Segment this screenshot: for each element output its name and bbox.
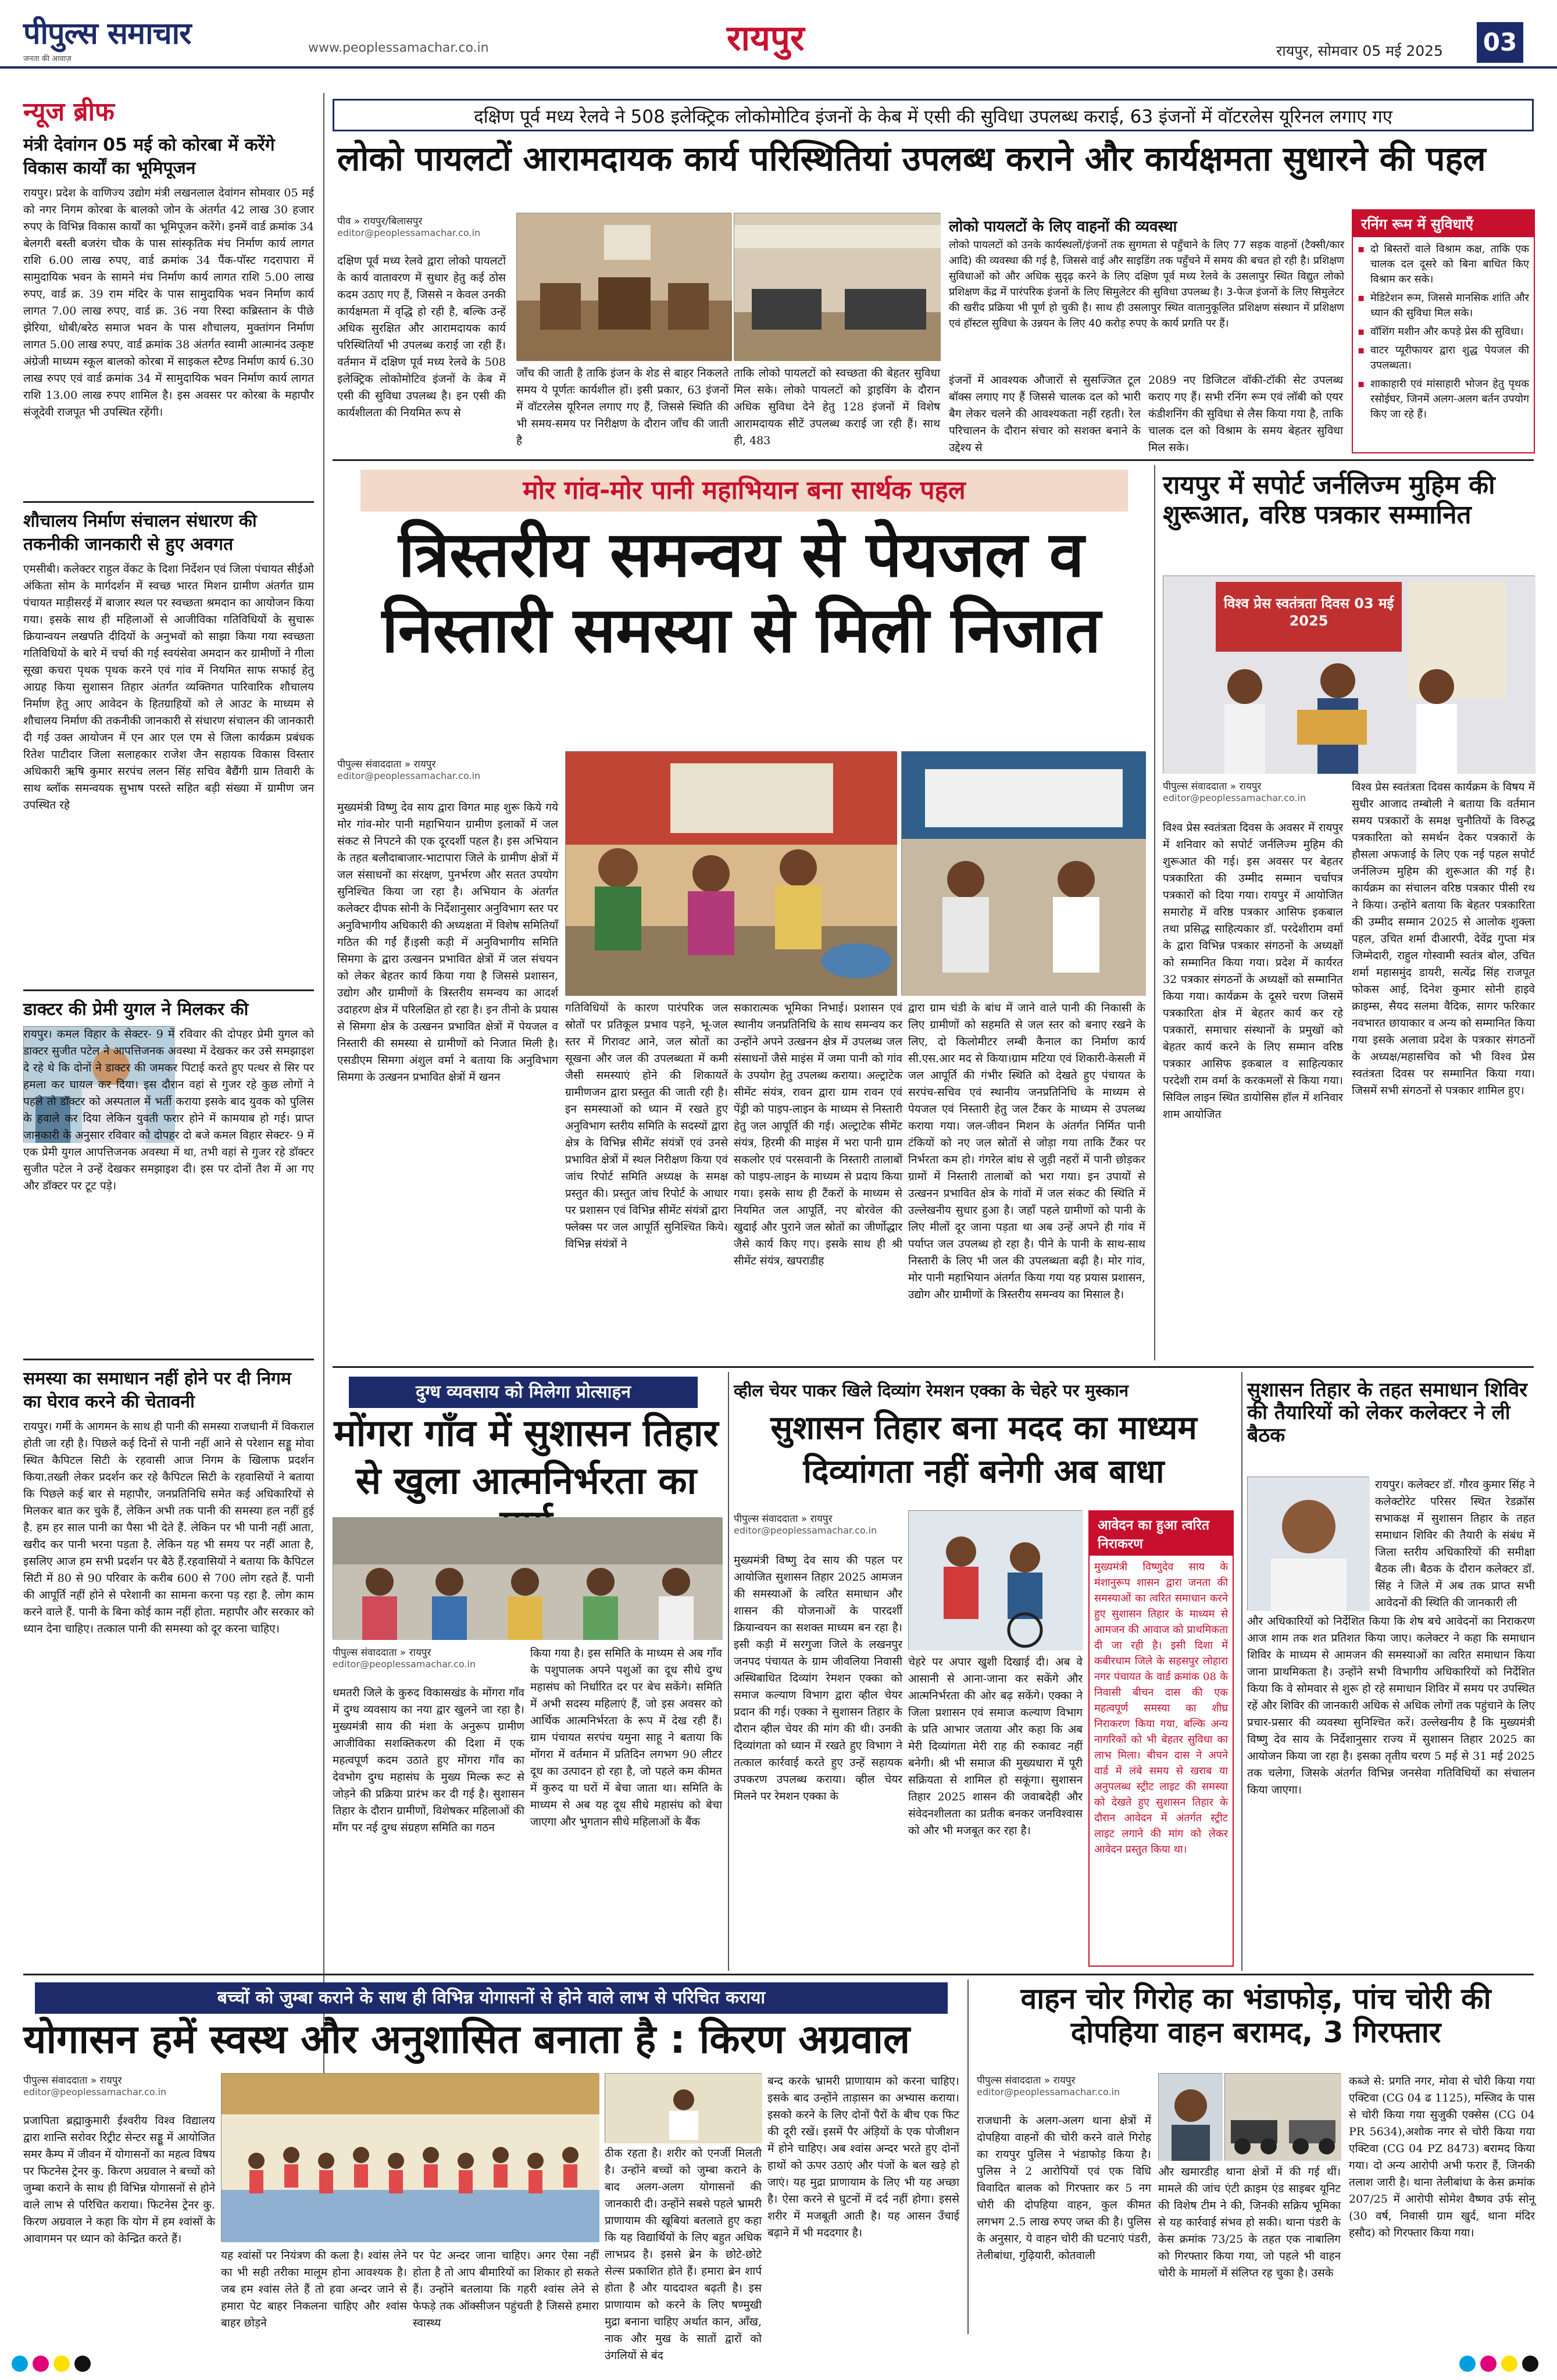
page-number: 03 xyxy=(1477,22,1523,63)
yoga-kicker: बच्चों को जुम्बा कराने के साथ ही विभिन्न योगासनों से होने वाले लाभ से परिचित कराया xyxy=(35,1982,948,2014)
section-divider xyxy=(333,1366,1534,1368)
loco-byline-text: पीव » रायपुर/बिलासपुर xyxy=(337,216,423,227)
dairy-headline-1: मोंगरा गाँव में सुशासन तिहार xyxy=(334,1412,719,1455)
theft-photo-accused xyxy=(1158,2073,1222,2160)
brief-tag: न्यूज ब्रीफ xyxy=(23,97,115,127)
dairy-byline-text: पीपुल्स संवाददाता » रायपुर xyxy=(333,1647,431,1659)
yoga-col-2: यह श्वांसों पर नियंत्रण की कला है। श्वांस लेने का भी सही तरीका मालूम होना आवश्यक है। जब हम श्वांस लेते हैं तो हवा अन्दर जाने से हमारा पेट बाहर निकलना चाहिए और श्वांस बाहर छोड़ने xyxy=(221,2249,407,2329)
column-rule xyxy=(1154,465,1155,1360)
theft-headline: वाहन चोर गिरोह का भंडाफोड़, पांच चोरी की दोपहिया वाहन बरामद, 3 गिरफ्तार xyxy=(1020,1982,1491,2049)
dateline: रायपुर, सोमवार 05 मई 2025 xyxy=(1276,42,1443,59)
section-divider xyxy=(23,1974,1534,1975)
loco-subhead: लोको पायलटों के लिए वाहनों की व्यवस्था xyxy=(949,218,1177,235)
cyan-mark xyxy=(12,2356,28,2372)
loco-col-2: जाँच की जाती है ताकि इंजन के शेड से बाहर निकलते समय ये पूर्णतः कार्यशील हों। इसी प्रकार, 63 इंजनों में वॉटरलेस यूरिनल लगाए गए हैं, जिससे स्थिति की भी समय-समय पर निरीक्षण के दौरान जाँच की जाती है xyxy=(516,367,728,447)
theft-photo-bikes xyxy=(1224,2073,1341,2160)
brief-2-headline: शौचालय निर्माण संचालन संधारण की तकनीकी जानकारी से हुए अवगत xyxy=(23,511,257,555)
press-photo-banner: विश्व प्रेस स्वतंत्रता दिवस 03 मई 2025 xyxy=(1223,595,1394,629)
column-rule xyxy=(728,1372,729,1971)
disability-box-title: आवेदन का हुआ त्वरित निराकरण xyxy=(1090,1511,1233,1556)
theft-col-3: कब्जे से: प्रगति नगर, मोवा से चोरी किया गया एक्टिवा (CG 04 ढ 1125), मस्जिद के पास से चोरी किया गया सुजुकी एक्सेस (CG 04 PR 5634),अशोक नगर से चोरी किया गया एक्टिवा (CG 04 PZ 8473) बरामद किया गया। दो अन्य आरोपी अभी फरार हैं, जिनकी तलाश जारी है। थाना तेलीबांधा के केस क्रमांक 207/25 में आरोपी सोमेश वैष्णव उर्फ सोनू (30 वर्ष, निवासी ग्राम खुर्द, थाना मंदिर हसौद) को गिरफ्तार किया गया। xyxy=(1349,2075,1535,2239)
column-rule xyxy=(967,1979,969,2334)
press-col-2: विश्व प्रेस स्वतंत्रता दिवस कार्यक्रम के विषय में सुधीर आजाद तम्बोली ने बताया कि वर्तमान समय पत्रकारों के समक्ष चुनौतियों के विरुद्ध पत्रकारिता को समर्थन देकर पत्रकारों के हौसला अफजाई के लिए एक नई पहल सपोर्ट जर्नलिज्म मुहिम की शुरूआत की गई है। कार्यक्रम का संचालन वरिष्ठ पत्रकार पीसी रथ ने किया। उन्होंने बताया कि बेहतर पत्रकारिता की उम्मीद सम्मान 2025 से आलोक शुक्ला पहल, उचित शर्मा दीआरपी, देवेंद्र गुप्ता मंत्र जिम्मेदारी, राहुल गोस्वामी स्वतंत्र बोल, उचित शर्मा महासमुंद डायरी, सत्येंद्र सिंह राजपूत फोकस आई, दिनेश कुमार सोनी हाइवे क्राइम्स, सैयद सलमा वैदिक, सागर फरिकार नवभारत छायाकार व अन्य को सम्मानित किया गया इसके अलावा प्रदेश के पत्रकार संगठनों के अध्यक्ष/महासचिव को भी विश्व प्रेस स्वतंत्रता दिवस पर सम्मानित किया गया। जिसमें सभी संगठनों से पत्रकार शामिल हुए। xyxy=(1352,781,1535,1097)
section-name: रायपुर xyxy=(727,18,805,59)
print-registration-marks xyxy=(0,2349,1557,2380)
yoga-col-3: पर पेट अन्दर जाना चाहिए। अगर ऐसा नहीं होता है तो आप बीमारियों का शिकार हो सकते हैं। उन्होंने बतलाया कि गहरी श्वांस लेने से फेफड़े तक ऑक्सीजन पहुंचती है जिससे हमारा स्वास्थ्य xyxy=(413,2249,599,2329)
dairy-headline-2: से खुला आत्मनिर्भरता का xyxy=(355,1460,697,1503)
bikes-art xyxy=(1225,2074,1341,2161)
yoga-col-5: बन्द करके भ्रामरी प्राणायाम को करना चाहिए। इसके बाद उन्होंने ताड़ासन का अभ्यास कराया। इसको करने के लिए दोनों पैरों के बीच एक फिट की दूरी रखें। इसमें पैर अंड़ियों के एक पोजीशन में होने चाहिए। अब श्वांस अन्दर भरते हुए दोनों हाथों को ऊपर उठाएं और पंजों के बल खड़े हो जाएं। यह मुद्रा प्राणायाम के लिए भी यह अच्छा है। ऐसा करने से घुटनों में दर्द नहीं होगा। इससे शरीर में मजबूती आती है। यह आसन उँचाई बढ़ाने में भी मददगार है। xyxy=(767,2075,959,2239)
yoga-photo-2 xyxy=(605,2073,762,2143)
sidebar-item: ▪ वॉशिंग मशीन और कपड़े प्रेस की सुविधा। xyxy=(1358,324,1529,340)
sidebar-item: ▪ दो बिस्तरों वाले विश्राम कक्ष, ताकि एक चालक दल दूसरे को बिना बाधित किए विश्राम कर सके। xyxy=(1358,242,1529,287)
brief-1-body: रायपुर। प्रदेश के वाणिज्य उद्योग मंत्री लखनलाल देवांगन सोमवार 05 मई को नगर निगम कोरबा के बालको जोन के अंतर्गत 42 लाख 30 हजार रुपए के विभिन्न विकास कार्यों का भूमिपूजन करेंगे। इनमें वार्ड क्रमांक 34 बेलगरी बस्ती बजरंग चौक के पास सांस्कृतिक मंच निर्माण कार्य लागत राशि 6.00 लाख रुपए, वार्ड क्रमांक 34 पैंक-पॉस्ट गदरापारा में सामुदायिक भवन के सामने मंच निर्माण कार्य लागत राशि 5.00 लाख रुपए, वार्ड क्र. 39 राम मंदिर के पास सामुदायिक भवन निर्माण कार्य लागत 7.00 लाख रुपए, वार्ड क्र. 36 नया रिस्दा कब्रिस्तान के पीछे झेरिया, धोबी/बरेठ समाज भवन के पास शौचालय, मुक्तांगन निर्माण लागत 5.00 लाख रुपए, वार्ड क्रमांक 38 अंतर्गत स्वामी आत्मानंद उत्कृष्ट अंग्रेजी माध्यम स्कूल बालको कोरबा में साइकल स्टैण्ड निर्माण कार्य 6.30 लाख रुपए एवं वार्ड क्रमांक 34 में सामुदायिक भवन निर्माण कार्य लागत राशि 13.00 लाख रुपए शामिल है। इस अवसर पर कोरबा के महापौर संजूदेवी राजपूत भी उपस्थित रहेंगी। xyxy=(23,187,314,419)
cyan-mark xyxy=(1459,2356,1476,2372)
newspaper-logo xyxy=(23,12,191,63)
yoga-byline-text: पीपुल्स संवाददाता » रायपुर xyxy=(23,2075,122,2086)
disability-box-body: मुख्यमंत्री विष्णुदेव साय के मंशानुरूप शासन द्वारा जनता की समस्याओं का त्वरित समाधान करने हुए सुशासन तिहार के माध्यम से आमजन की आवाज को प्राथमिकता दी जा रही है। इसी दिशा में कबीरधाम जिले के सहसपुर लोहारा नगर पंचायत के वार्ड क्रमांक 08 के निवासी बीचन दास की एक महत्वपूर्ण समस्या का शीघ्र निराकरण किया गया, बल्कि अन्य नागरिकों को भी बेहतर सुविधा का लाभ मिला। बीचन दास ने अपने वार्ड में लंबे समय से खराब या अनुपलब्ध स्ट्रीट लाइट की समस्या को देखते हुए सुशासन तिहार के दौरान आवेदन में अंतर्गत स्ट्रीट लाइट लगाने की मांग को लेकर आवेदन प्रस्तुत किया था। xyxy=(1094,1561,1228,1856)
news-brief-column xyxy=(23,93,314,2058)
press-col-1: विश्व प्रेस स्वतंत्रता दिवस के अवसर में रायपुर में शनिवार को सपोर्ट जर्नलिज्म मुहिम की शुरूआत की गई। इस अवसर पर बेहतर पत्रकारिता की उम्मीद सम्मान चर्चापत्र पत्रकारों को दिया गया। रायपुर में आयोजित समारोह में वरिष्ठ पत्रकार आसिफ इकबाल तथा प्रसिद्ध साहित्यकार डॉ. परदेशीराम वर्मा के द्वारा विभिन्न पत्रकार संगठनों के अध्यक्षों को सम्मानित किया गया। प्रदेश में कार्यरत 32 पत्रकार संगठनों के अध्यक्षों को सम्मानित किया गया। कार्यक्रम के दूसरे चरण जिसमें पत्रकारिता क्षेत्र में बेहतर कार्य कर रहे पत्रकारों, समाचार संस्थानों के प्रमुखों को बेहतर कार्य करने के लिए सम्मान वरिष्ठ पत्रकार आसिफ इकबाल व साहित्यकार परदेशी राम वर्मा के करकमलों से किया गया। सिविल लाइन स्थित डायोसिस हॉल में शनिवार शाम आयोजित xyxy=(1163,821,1343,1121)
water-col-2: गतिविधियों के कारण पारंपरिक जल स्रोतों पर प्रतिकूल प्रभाव पड़ने, भू-जल स्तर में गिरावट आने, जल स्रोतों का सूखना और जल की उपलब्धता में कमी जैसी समस्याएं होने की शिकायतें ग्रामीणजन द्वारा प्रस्तुत की जाती रही है। इन समस्याओं को ध्यान में रखते हुए अनुविभाग स्तरीय समिति के सदस्यों द्वारा क्षेत्र के विभिन्न सीमेंट संयंत्रों एवं उनसे प्रभावित क्षेत्रों में स्थल निरीक्षण किया एवं जांच रिपोर्ट समिति अध्यक्ष के समक्ष प्रस्तुत की। प्रस्तुत जांच रिपोर्ट के आधार पर प्रशासन एवं विभिन्न सीमेंट संयंत्रों द्वारा फ्लेक्स पर जल आपूर्ति सुनिश्चित किये।विभिन्न संयंत्रों ने xyxy=(565,1002,728,1250)
masthead xyxy=(0,0,1557,69)
divider xyxy=(23,501,314,503)
water-byline-email: editor@peoplessamachar.co.in xyxy=(337,770,481,781)
magenta-mark xyxy=(1480,2356,1497,2372)
water-photo-men xyxy=(901,751,1145,995)
lobby-photo-art xyxy=(734,213,941,361)
water-photo-art xyxy=(566,752,897,996)
loco-sub-body: लोको पायलटों को उनके कार्यस्थलों/इंजनों तक सुगमता से पहुँचाने के लिए 77 सड़क वाहनों (टैक्सी/कार आदि) की व्यवस्था की गई है, जिससे वाई और साइडिंग तक पहुँचने में समय की बचत हो रही है। प्रशिक्षण सुविधाओं को और अधिक सुदृढ़ करने के लिए दक्षिण पूर्व मध्य रेलवे के उसलापुर स्थित विद्युत लोको प्रशिक्षण केंद्र में पारंपरिक इंजनों के लिए सिमुलेटर की सुविधा उपलब्ध है। 3-फेज इंजनों के लिए सिमुलेटर की खरीद प्रक्रिया भी पूर्ण हो चुकी है। साथ ही उसलापुर स्थित वातानुकूलित प्रशिक्षण संस्थान में प्रशिक्षण एवं हॉस्टल सुविधा के उन्नयन के लिए 40 करोड़ रुपए के कार्य प्रगति पर हैं। xyxy=(949,239,1344,330)
section-divider xyxy=(333,459,1534,461)
loco-sidebar-title: रनिंग रूम में सुविधाएँ xyxy=(1353,210,1534,237)
loco-headline: लोको पायलटों आरामदायक कार्य परिस्थितियां उपलब्ध कराने और कार्यक्षमता सुधारने की पहल xyxy=(337,139,1486,178)
loco-top-strip: दक्षिण पूर्व मध्य रेलवे ने 508 इलेक्ट्रिक लोकोमोटिव इंजनों के केब में एसी की सुविधा उपलब्ध कराई, 63 इंजनों में वॉटरलेस यूरिनल लगाए गए xyxy=(333,99,1534,131)
restroom-photo-art xyxy=(517,213,732,361)
disability-byline-text: पीपुल्स संवाददाता » रायपुर xyxy=(734,1513,833,1525)
yoga-photo-2-art xyxy=(605,2074,762,2143)
disability-col-1: मुख्यमंत्री विष्णु देव साय की पहल पर आयोजित सुशासन तिहार 2025 आमजन की समस्याओं के त्वरित समाधान और शासन की योजनाओं के पारदर्शी क्रियान्वयन का सशक्त माध्यम बन रहा है। इसी कड़ी में सरगुजा जिले के लखनपुर जनपद पंचायत के ग्राम जीवलिया निवासी अस्थिबाधित दिव्यांग रेमशन एक्का को समाज कल्याण विभाग द्वारा व्हील चेयर प्रदान की गई। एक्का ने सुशासन तिहार के दौरान व्हील चेयर की मांग की थी। उनकी दिव्यांगता को ध्यान में रखते हुए विभाग ने तत्काल कार्रवाई करते हुए उन्हें सहायक उपकरण उपलब्ध कराया। व्हील चेयर मिलने पर रेमशन एक्का के xyxy=(734,1554,902,1803)
loco-col-1: दक्षिण पूर्व मध्य रेलवे द्वारा लोको पायलटों के कार्य वातावरण में सुधार हेतु कई ठोस कदम उठाए गए हैं, जिससे न केवल उनकी कार्यक्षमता में वृद्धि हो रही है, बल्कि उन्हें अधिक सुरक्षित और आरामदायक कार्य परिस्थितियाँ भी उपलब्ध कराई जा रही हैं। वर्तमान में दक्षिण पूर्व मध्य रेलवे के 508 इलेक्ट्रिक लोकोमोटिव इंजनों के केब में एसी की सुविधा उपलब्ध है। इन एसी की कार्यशीलता की नियमित रूप से xyxy=(337,255,506,419)
column-rule xyxy=(323,93,324,2081)
logo-tagline: जनता की आवाज़ xyxy=(23,55,72,63)
dairy-byline xyxy=(333,1645,524,1670)
column-rule xyxy=(1241,1372,1242,1971)
loco-sidebar-list xyxy=(1353,237,1534,452)
sidebar-item: ▪ वाटर प्यूरीफायर द्वारा शुद्ध पेयजल की उपलब्धता। xyxy=(1358,343,1529,373)
loco-col-3: ताकि लोको पायलटों को स्वच्छता की बेहतर सुविधा मिल सके। लोको पायलटों को ड्राइविंग के दौरान अधिक सुविधा देने हेतु 128 इंजनों में विशेष आरामदायक सीटें उपलब्ध कराई जा रही हैं। साथ ही, 483 xyxy=(734,367,940,447)
disability-headline-2: दिव्यांगता नहीं बनेगी अब बाधा xyxy=(803,1453,1165,1491)
water-byline xyxy=(337,757,558,781)
brief-1-headline: मंत्री देवांगन 05 मई को कोरबा में करेंगे विकास कार्यों का भूमिपूजन xyxy=(23,135,275,178)
logo-text: पीपुल्स समाचार xyxy=(23,16,191,51)
water-col-4-visible: द्वारा ग्राम चंडी के बांध में जाने वाले पानी की निकासी के लिए ग्रामीणों को सहमति से जल स्तर को बनाए रखने के लिए, दो किलोमीटर लम्बी कैनाल का निर्माण कार्य सी.एस.आर मद से किया।ग्राम मटिया एवं शिकारी-केसली में जल आपूर्ति की गंभीर स्थिति को देखते हुए पंचायत के सरपंच-सचिव एवं स्थानीय जनप्रतिनिधि के माध्यम से पेयजल एवं निस्तारी हेतु जल टैंकर के माध्यम से उपलब्ध कराया गया। जल-जीवन मिशन के अंतर्गत निर्मित पानी टंकियों को नए जल स्रोतों से जोड़ा गया ताकि टैंकर पर निर्भरता कम हो। गंगरेल बांध से जुड़ी नहरों में पानी छोड़कर ग्रामों में निस्तारी तालाबों को भरा गया। इन उपायों से उत्खनन प्रभावित क्षेत्र के गांवों में जल संकट की स्थिति में उल्लेखनीय सुधार हुआ है। जहाँ पहले ग्रामीणों को पानी के लिए मीलों दूर जाना पड़ता था अब उन्हें अपने ही गांव में पर्याप्त जल उपलब्ध हो रहा है। पीने के पानी के साथ-साथ निस्तारी के लिए भी जल की उपलब्धता बढ़ी है। मोर गांव, मोर पानी महाभियान अंतर्गत किया गया यह प्रयास प्रशासन, उद्योग और ग्रामीणों के त्रिस्तरीय समन्वय का मिसाल है। xyxy=(908,1002,1145,1301)
theft-byline xyxy=(977,2073,1151,2097)
theft-col-2: और खमारडीह थाना क्षेत्रों में की गई थीं। मामले की जांच एंटी क्राइम एंड साइबर यूनिट की विशेष टीम ने की, जिनकी सक्रिय भूमिका से यह कार्रवाई संभव हो सकी। थाना पंडरी के केस क्रमांक 73/25 के तहत एक नाबालिग को गिरफ्तार किया गया, जो पहले भी वाहन चोरी के मामलों में संलिप्त रह चुका है। उसके xyxy=(1158,2165,1341,2279)
water-col-3: सकारात्मक भूमिका निभाई। प्रशासन एवं स्थानीय जनप्रतिनिधि के साथ समन्वय कर उन्होंने अपने उत्खनन क्षेत्र में उपलब्ध जल संसाधनों जैसे माइंस में जमा पानी को गांव के उपयोग हेतु उपलब्ध कराया। अल्ट्राटेक सीमेंट संयंत्र, रावन द्वारा ग्राम रावन एवं पेंड्री को पाइप-लाइन के माध्यम से निस्तारी हेतु जल आपूर्ति की गई। अल्ट्राटेक सीमेंट संयंत्र, हिरमी की माइंस में भरा पानी ग्राम सकलोर एवं परसवानी के निस्तारी तालाबों को पाइप-लाइन के माध्यम से प्रदाय किया गया। इसके साथ ही टैंकरों के माध्यम से नियमित जल आपूर्ति, नए बोरवेल की खुदाई और पुराने जल स्रोतों का जीर्णोद्धार जैसे कार्य किए गए। इसके साथ ही श्री सीमेंट संयंत्र, खपराडीह xyxy=(734,1002,902,1267)
yoga-photo xyxy=(221,2073,599,2242)
water-headline-1: त्रिस्तरीय समन्वय से पेयजल व xyxy=(398,519,1084,591)
yoga-headline: योगासन हमें स्वस्थ और अनुशासित बनाता है : किरण अग्रवाल xyxy=(23,2017,910,2063)
theft-byline-email: editor@peoplessamachar.co.in xyxy=(977,2086,1120,2097)
disability-byline-email: editor@peoplessamachar.co.in xyxy=(734,1525,877,1536)
sidebar-item: ▪ मेडिटेशन रूम, जिससे मानसिक शांति और ध्यान की सुविधा मिल सके। xyxy=(1358,291,1529,321)
dairy-col-1: धमतरी जिले के कुरुद विकासखंड के मोंगरा गाँव में दुग्ध व्यवसाय का नया द्वार खुलने जा रहा है। मुख्यमंत्री साय की मंशा के अनुरूप ग्रामीण आजीविका सशक्तिकरण की दिशा में एक महत्वपूर्ण कदम उठाते हुए मोंगरा गाँव का देवभोग दुग्ध महासंघ के मुख्य मिल्क रूट से जोड़ने की प्रक्रिया प्रारंभ कर दी गई है। सुशासन तिहार के दौरान ग्रामीणों, विशेषकर महिलाओं की माँग पर नई दुग्ध संग्रहण समिति का गठन xyxy=(333,1686,524,1834)
loco-photo-restroom xyxy=(516,213,731,360)
brief-3-wrap xyxy=(23,1026,314,1352)
brief-4-body: रायपुर। गर्मी के आगमन के साथ ही पानी की समस्या राजधानी में विकराल होती जा रही है। पिछले कई दिनों से पानी नहीं आने से परेशान सड्डू मोवा स्थित कैपिटल सिटी के रहवासी आज निगम के खिलाफ प्रदर्शन किया.तख्ती लेकर प्रदर्शन कर रहे कैपिटल सिटी के रहवासियों ने बताया कि पिछले कई बार से महापौर, जनप्रतिनिधि समेत कई अधिकारियों से मिलकर बात कर चुके हैं, लेकिन अभी तक पानी की समस्या हल नहीं हुई है. हम हर साल पानी का पैसा भी देते हैं. लेकिन पर भी पानी नहीं आता, खरीद कर पानी भरना पड़ता है. लेकिन यह भी समय पर नहीं आता है, इसलिए आज हम सभी प्रदर्शन पर बैठे हैं.रहवासियों ने बताया कि कैपिटल सिटी में 80 से 90 परिवार के करीब 600 से 700 लोग रहते हैं. पानी की आपूर्ति नहीं होने से परेशानी का सामना करना पड़ रहा है. लोग काम करने वाले हैं. पानी के बिना कोई काम नहीं होता. महापौर और सरकार को ध्यान देना चाहिए। तत्काल पानी की समस्या को दूर करना चाहिए। xyxy=(23,1420,314,1635)
brief-3-body: रायपुर। कमल विहार के सेक्टर- 9 में रविवार की दोपहर प्रेमी युगल को डाक्टर सुजीत पटेल ने आपत्तिजनक अवस्था में देखकर कर उसे समझाइश दे रहे थे कि दोनों ने डाक्टर की जमकर पिटाई करते हुए पत्थर से सिर पर हमला कर घायल कर दिया। इस दौरान वहां से गुजर रहे कुछ लोगों ने पहले तो डॉक्टर को अस्पताल में भर्ती कराया इसके बाद युवक को पुलिस के हवाले कर दिया लेकिन युवती फरार होने में कामयाब हो गई। प्राप्त जानकारी के अनुसार रविवार को दोपहर दो बजे कमल विहार सेक्टर- 9 में एक प्रेमी युगल आपत्तिजनक अवस्था में था, तभी वहां से गुजर रहे डॉक्टर सुजीत पटेल ने उन्हें देखकर समझाइश दी। इस पर दोनों तैश में आ गए और डॉक्टर पर टूट पड़े। xyxy=(23,1028,314,1192)
wheelchair-photo-art xyxy=(909,1511,1083,1650)
accused-1-art xyxy=(1159,2074,1223,2161)
press-byline-email: editor@peoplessamachar.co.in xyxy=(1163,792,1306,803)
loco-byline xyxy=(337,214,512,238)
collector-body: और अधिकारियों को निर्देशित किया कि शेष बचे आवेदनों का निराकरण आज शाम तक शत प्रतिशत किया जाए। कलेक्टर ने कहा कि समाधान शिविर के माध्यम से आमजन की समस्याओं का त्वरित समाधान किया जाना प्राथमिकता है। उन्होंने सभी विभागीय अधिकारियों को निर्देशित किया कि वे सोमवार से शुरू हो रहे समाधान शिविर में समय पर उपस्थित रहें और शिविर की जानकारी अधिक से अधिक लोगों तक पहुंचाने के लिए प्रचार-प्रसार की व्यवस्था सुनिश्चित करें। उल्लेखनीय है कि मुख्यमंत्री विष्णु देव साय के निर्देशानुसार राज्य में सुशासन तिहार 2025 का आयोजन किया जा रहा है। इसका तृतीय चरण 5 मई से 31 मई 2025 तक चलेगा, जिसके अंतर्गत विभिन्न जनसेवा गतिविधियों का संचालन किया जाएगा। xyxy=(1247,1615,1535,1796)
yoga-photo-art xyxy=(222,2074,599,2242)
theft-col-1: राजधानी के अलग-अलग थाना क्षेत्रों में दोपहिया वाहनों की चोरी करने वाले गिरोह का रायपुर पुलिस ने भंडाफोड़ किया है। पुलिस ने 2 आरोपियों एवं एक विधि विवादित बालक को गिरफ्तार कर 5 नग चोरी की दोपहिया वाहन, कुल कीमत लगभग 2.5 लाख रुपए जब्त की है। पुलिस के अनुसार, ये वाहन चोरी की घटनाएं पंडरी, तेलीबांधा, गुढ़ियारी, कोतवाली xyxy=(977,2114,1151,2262)
disability-col-2: चेहरे पर अपार खुशी दिखाई दी। अब वे आसानी से आना-जाना कर सकेंगे और आत्मनिर्भरता की ओर बढ़ सकेंगे। एक्का ने जिला प्रशासन एवं समाज कल्याण विभाग के प्रति आभार जताया और कहा कि अब मेरी दिव्यांगता मेरी राह की रुकावट नहीं बनेगी। श्री भी समाज की मुख्यधारा में पूरी सक्रियता से शामिल हो सकूंगा। सुशासन तिहार 2025 शासन की जवाबदेही और संवेदनशीलता का प्रतीक बनकर जनविश्वास को और भी मजबूत कर रहा है। xyxy=(908,1656,1083,1837)
divider xyxy=(23,989,314,991)
loco-photo-lobby xyxy=(734,213,940,360)
theft-byline-text: पीपुल्स संवाददाता » रायपुर xyxy=(977,2075,1076,2086)
loco-col-4: इंजनों में आवश्यक औजारों से सुसज्जित टूल बॉक्स लगाए गए हैं जिससे चालक दल को भारी बैग लेकर चलने की आवश्यकता नहीं रहती। रेल परिचालन के दौरान संचार को सशक्त बनाने के उद्देश्य से xyxy=(949,374,1141,454)
yoga-byline xyxy=(23,2073,215,2097)
disability-headline-1: सुशासन तिहार बना मदद का माध्यम xyxy=(770,1409,1197,1447)
water-headline-2: निस्तारी समस्या से मिली निजात xyxy=(381,594,1101,667)
disability-photo xyxy=(908,1510,1083,1650)
press-byline xyxy=(1163,779,1343,803)
press-photo xyxy=(1163,576,1535,773)
loco-byline-email: editor@peoplessamachar.co.in xyxy=(337,227,481,238)
black-mark xyxy=(1522,2356,1538,2372)
dairy-byline-email: editor@peoplessamachar.co.in xyxy=(333,1659,476,1670)
yellow-mark xyxy=(1501,2356,1517,2372)
yoga-col-1: प्रजापिता ब्रह्माकुमारी ईश्वरीय विश्व विद्यालय द्वारा शान्ति सरोवर रिट्रीट सेन्टर सड्डू में आयोजित समर कैम्प में जीवन में योगासनों का महत्व विषय पर फिटनेस ट्रेनर कु. किरण अग्रवाल ने बच्चों को जुम्बा कराने के साथ ही विभिन्न योगासनों से होने वाले लाभ से परिचित कराया। फिटनेस ट्रेनर कु. किरण अग्रवाल ने कहा कि योग में हम श्वांसों के आवागमन पर ध्यान को केन्द्रित करते हैं। xyxy=(23,2114,215,2245)
yoga-byline-email: editor@peoplessamachar.co.in xyxy=(23,2086,167,2097)
disability-kicker: व्हील चेयर पाकर खिले दिव्यांग रेमशन एक्का के चेहरे पर मुस्कान xyxy=(734,1381,1129,1400)
water-col-1: मुख्यमंत्री विष्णु देव साय द्वारा विगत माह शुरू किये गये मोर गांव-मोर पानी महाभियान ग्रामीण इलाकों में जल संकट से निपटने की एक दूरदर्शी पहल है। इस अभियान के तहत बलौदाबाजार-भाटापारा जिले के ग्रामीण क्षेत्रों में जल संसाधनों का संरक्षण, पुनर्भरण और सतत उपयोग सुनिश्चित किया जा रहा है। अभियान के अंतर्गत कलेक्टर दीपक सोनी के निर्देशानुसार अनुविभाग स्तर पर अनुविभागीय अधिकारी की अध्यक्षता में विशेष समितियाँ गठित की गईं हैं।इसी कड़ी में अनुविभागीय समिति सिमगा के द्वारा उत्खनन प्रभावित क्षेत्रों में जल संचयन को लेकर बेहतर कार्य किया गया है जिससे प्रशासन, उद्योग और ग्रामीणों के त्रिस्तरीय समन्वय का आदर्श उदाहरण क्षेत्र में परिलक्षित हो रहा है। इन तीनो के प्रयास से सिमगा क्षेत्र के उत्खनन प्रभावित क्षेत्रों में पेयजल व निस्तारी की समस्या से ग्रामीणों को निजात मिली है। एसडीएम सिमगा अंशुल वर्मा ने बताया कि अनुविभाग सिमगा के उत्खनन प्रभावित क्षेत्रों में खनन xyxy=(337,801,558,1084)
dairy-kicker: दुग्ध व्यवसाय को मिलेगा प्रोत्साहन xyxy=(349,1377,698,1408)
water-photo-2-art xyxy=(902,752,1146,996)
water-byline-text: पीपुल्स संवाददाता » रायपुर xyxy=(337,759,436,770)
collector-headline: सुशासन तिहार के तहत समाधान शिविर की तैयारियों को लेकर कलेक्टर ने ली बैठक xyxy=(1247,1378,1528,1448)
dairy-photo xyxy=(333,1517,722,1639)
divider xyxy=(23,1359,314,1360)
press-byline-text: पीपुल्स संवाददाता » रायपुर xyxy=(1163,781,1262,792)
dairy-col-2: किया गया है। इस समिति के माध्यम से अब गाँव के पशुपालक अपने पशुओं का दूध सीधे दुग्ध महासंघ को निर्धारित दर पर बेच सकेंगे। समिति में अभी सदस्य महिलाएं हैं, जो इस अवसर को आर्थिक आत्मनिर्भरता के रूप में देख रही हैं। ग्राम पंचायत सरपंच यमुना साहू ने बताया कि मोंगरा में वर्तमान में प्रतिदिन लगभग 90 लीटर दूध का उत्पादन हो रहा है, जो पहले कम कीमत में कुरुद या घरों में बेचा जाता था। समिति के माध्यम से अब यह दूध सीधे महासंघ को बेचा जाएगा और भुगतान सीधे महिलाओं के बैंक xyxy=(530,1647,722,1828)
brief-3-headline: डाक्टर की प्रेमी युगल ने मिलकर की xyxy=(23,999,249,1020)
brief-2-body: एमसीबी। कलेक्टर राहुल वेंकट के दिशा निर्देशन एवं जिला पंचायत सीईओ अंकिता सोम के मार्गदर्शन में स्वच्छ भारत मिशन ग्रामीण अंतर्गत ग्राम पंचायत माड़ीसरई में बाजार स्थल पर स्वच्छता श्रमदान का आयोजन किया गया। इसके साथ ही महिलाओं से आजीविका गतिविधियों के सुचारू क्रियान्वयन लखपति दीदियों के अनुभवों को साझा किया गया स्वच्छता गतिविधियों के बारे में चर्चा की गई स्वयंसेवा अमदान कर ग्रामीणों ने गीला सूखा कचरा पृथक पृथक करने एवं गांव में नियमित साफ सफाई हेतु आग्रह किया सुशासन तिहार अंतर्गत व्यक्तिगत पारिवारिक शौचालय निर्माण हेतु आए आवेदन के हितग्राहियों को ले आउट के माध्यम से शौचालय निर्माण की तकनीकी जानकारी से संधारण संचालन की जानकारी दी गई उक्त आयोजन में एन आर एल एम से जिला कार्यक्रम प्रबंधक रितेश पाटीदार जिला सलाहकार राजेश जैन सहायक विकास विस्तार अधिकारी ऋषि कुमार सरपंच ललन सिंह सचिव बैद्यैंगी ग्राम तिवारी के साथ ब्लॉक समन्वयक सुभाष परस्ते सहित बड़ी संख्या में ग्रामीण जन उपस्थित रहे xyxy=(23,563,314,812)
disability-box xyxy=(1088,1510,1234,1967)
magenta-mark xyxy=(33,2356,49,2372)
loco-col-5: 2089 नए डिजिटल वॉकी-टॉकी सेट उपलब्ध कराए गए हैं। सभी रनिंग रूम एवं लॉबी को एयर कंडीशनिंग की सुविधा से लैस किया गया है, ताकि चालक दल को विश्राम के समय बेहतर सुविधा मिल सके। xyxy=(1148,374,1343,454)
water-kicker: मोर गांव-मोर पानी महाभियान बना सार्थक पहल xyxy=(360,470,1128,512)
loco-sidebar xyxy=(1352,209,1535,453)
collector-intro: रायपुर। कलेक्टर डॉ. गौरव कुमार सिंह ने कलेक्टोरेट परिसर स्थित रेडक्रॉस सभाकक्ष में सुशासन तिहार के तहत समाधान शिविर की तैयारी के संबंध में जिला स्तरीय अधिकारियों की समीक्षा बैठक ली। बैठक के दौरान कलेक्टर डॉ. सिंह ने जिले में अब तक प्राप्त सभी आवेदनों की स्थिति की जानकारी ली xyxy=(1375,1478,1535,1609)
yoga-col-4: ठीक रहता है। शरीर को एनर्जी मिलती है। उन्होंने बच्चों को जुम्बा कराने के बाद अलग-अलग योगासनों की जानकारी दी। उन्होंने सबसे पहले भ्रामरी प्राणायाम की खूबियां बतलाते हुए कहा कि यह विद्यार्थियों के लिए बहुत अधिक लाभप्रद है। इससे ब्रेन के छोटे-छोटे सेल्स प्रकाशित होते हैं। हमारा ब्रेन शार्प होता है और याददाश्त बढ़ती है। इस प्राणायाम को करने के लिए षण्मुखी मुद्रा बनाना चाहिए अर्थात कान, आँख, नाक और मुख के सातों द्वारों को उंगलियों से बंद xyxy=(605,2147,762,2362)
press-headline: रायपुर में सपोर्ट जर्नलिज्म मुहिम की शुरूआत, वरिष्ठ पत्रकार सम्मानित xyxy=(1163,470,1495,530)
sidebar-item: ▪ शाकाहारी एवं मांसाहारी भोजन हेतु पृथक रसोईघर, जिनमें अलग-अलग बर्तन उपयोग किए जा रहे हैं। xyxy=(1358,377,1529,422)
black-mark xyxy=(74,2356,91,2372)
brief-4-headline: समस्या का समाधान नहीं होने पर दी निगम का घेराव करने की चेतावनी xyxy=(23,1368,291,1412)
dairy-photo-art xyxy=(333,1518,723,1640)
yellow-mark xyxy=(53,2356,70,2372)
water-photo-women xyxy=(565,751,897,995)
website-url: www.peoplessamachar.co.in xyxy=(308,41,489,55)
disability-byline xyxy=(734,1511,902,1536)
